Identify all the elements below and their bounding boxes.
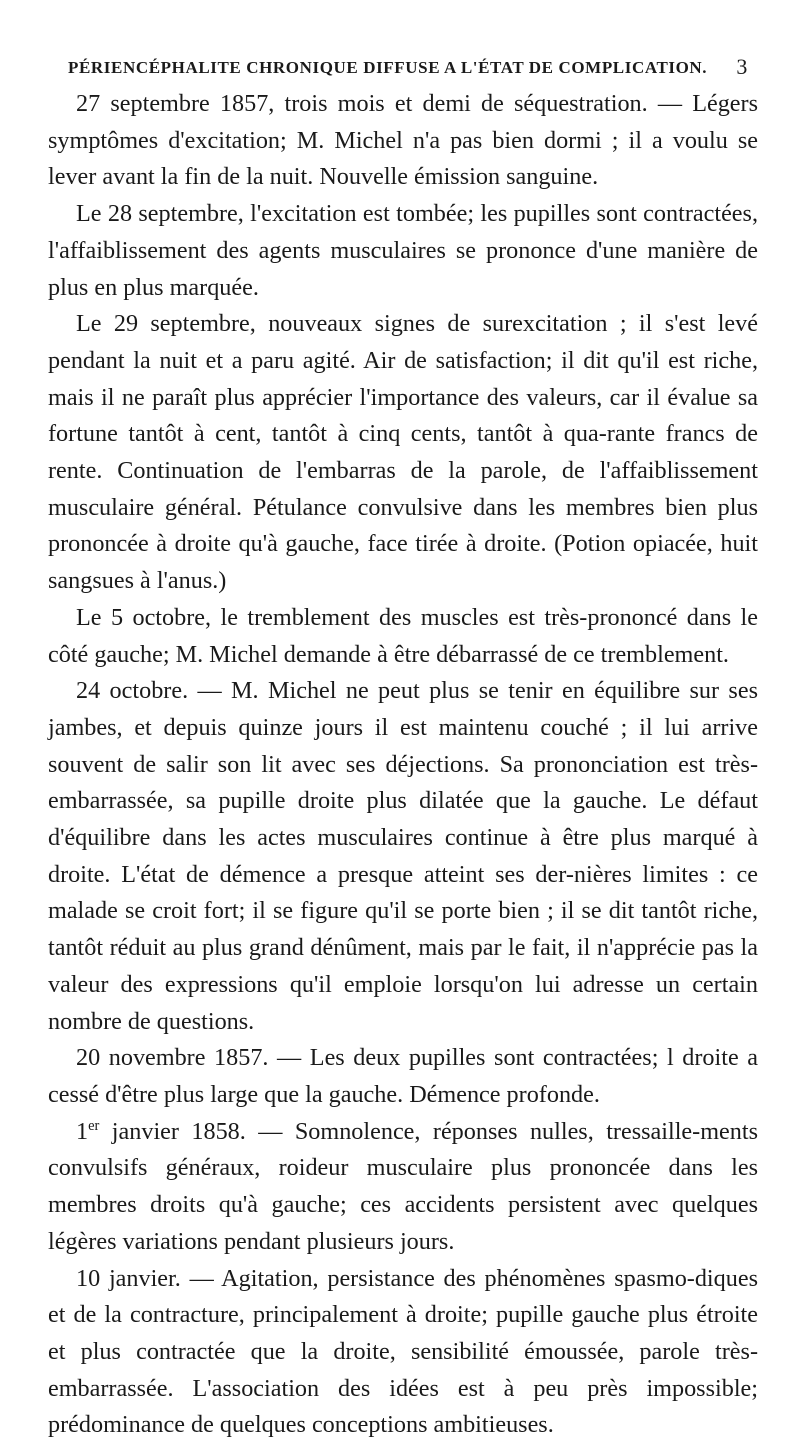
paragraph-24-octobre: 24 octobre. — M. Michel ne peut plus se tenir en équilibre sur ses jambes, et depuis quinze jours il est maintenu couché ; il lui arrive souvent de salir son lit avec ses déjections. Sa prononciation est très-embarrassée, sa pupille droite plus dilatée que la gauche. Le défaut d'équilibre dans les actes musculaires continue à être plus marqué à droite. L'état de démence a presque atteint ses der-nières limites : ce malade se croit fort; il se figure qu'il se porte bien ; il se dit tantôt riche, tantôt réduit au plus grand dénûment, mais par le fait, il n'apprécie pas la valeur des expressions qu'il emploie lorsqu'on lui adresse un certain nombre de questions. <box>48 673 758 1040</box>
header-title: PÉRIENCÉPHALITE CHRONIQUE DIFFUSE A L'ÉTAT DE COMPLICATION. <box>68 58 707 78</box>
paragraph-29-septembre: Le 29 septembre, nouveaux signes de surexcitation ; il s'est levé pendant la nuit et a paru agité. Air de satisfaction; il dit qu'il est riche, mais il ne paraît plus apprécier l'importance des valeurs, car il évalue sa fortune tantôt à cent, tantôt à cinq cents, tantôt à qua-rante francs de rente. Continuation de l'embarras de la parole, de l'affaiblissement musculaire général. Pétulance convulsive dans les membres bien plus prononcée à droite qu'à gauche, face tirée à droite. (Potion opiacée, huit sangsues à l'anus.) <box>48 306 758 600</box>
paragraph-1-janvier-text: janvier 1858. — Somnolence, réponses nulles, tressaille-ments convulsifs généraux, roideur musculaire plus prononcée dans les membres droits qu'à gauche; ces accidents persistent avec quelques légères variations pendant plusieurs jours. <box>48 1118 758 1255</box>
date-day: 1 <box>76 1118 88 1145</box>
ordinal-suffix: er <box>88 1118 99 1134</box>
paragraph-10-janvier: 10 janvier. — Agitation, persistance des phénomènes spasmo-diques et de la contracture, principalement à droite; pupille gauche plus étroite et plus contractée que la droite, sensibilité émoussée, parole très-embarrassée. L'association des idées est à peu près impossible; prédominance de quelques conceptions ambitieuses. <box>48 1261 758 1444</box>
paragraph-20-novembre: 20 novembre 1857. — Les deux pupilles sont contractées; l droite a cessé d'être plus large que la gauche. Démence profonde. <box>48 1040 758 1113</box>
paragraph-28-septembre: Le 28 septembre, l'excitation est tombée; les pupilles sont contractées, l'affaiblissement des agents musculaires se prononce d'une manière de plus en plus marquée. <box>48 196 758 306</box>
paragraph-1-janvier <box>48 1114 758 1261</box>
page-number: 3 <box>736 54 748 80</box>
body-text <box>48 86 758 1444</box>
paragraph-27-septembre: 27 septembre 1857, trois mois et demi de séquestration. — Légers symptômes d'excitation; M. Michel n'a pas bien dormi ; il a voulu se lever avant la fin de la nuit. Nouvelle émission sanguine. <box>48 86 758 196</box>
paragraph-5-octobre: Le 5 octobre, le tremblement des muscles est très-prononcé dans le côté gauche; M. Michel demande à être débarrassé de ce tremblement. <box>48 600 758 673</box>
